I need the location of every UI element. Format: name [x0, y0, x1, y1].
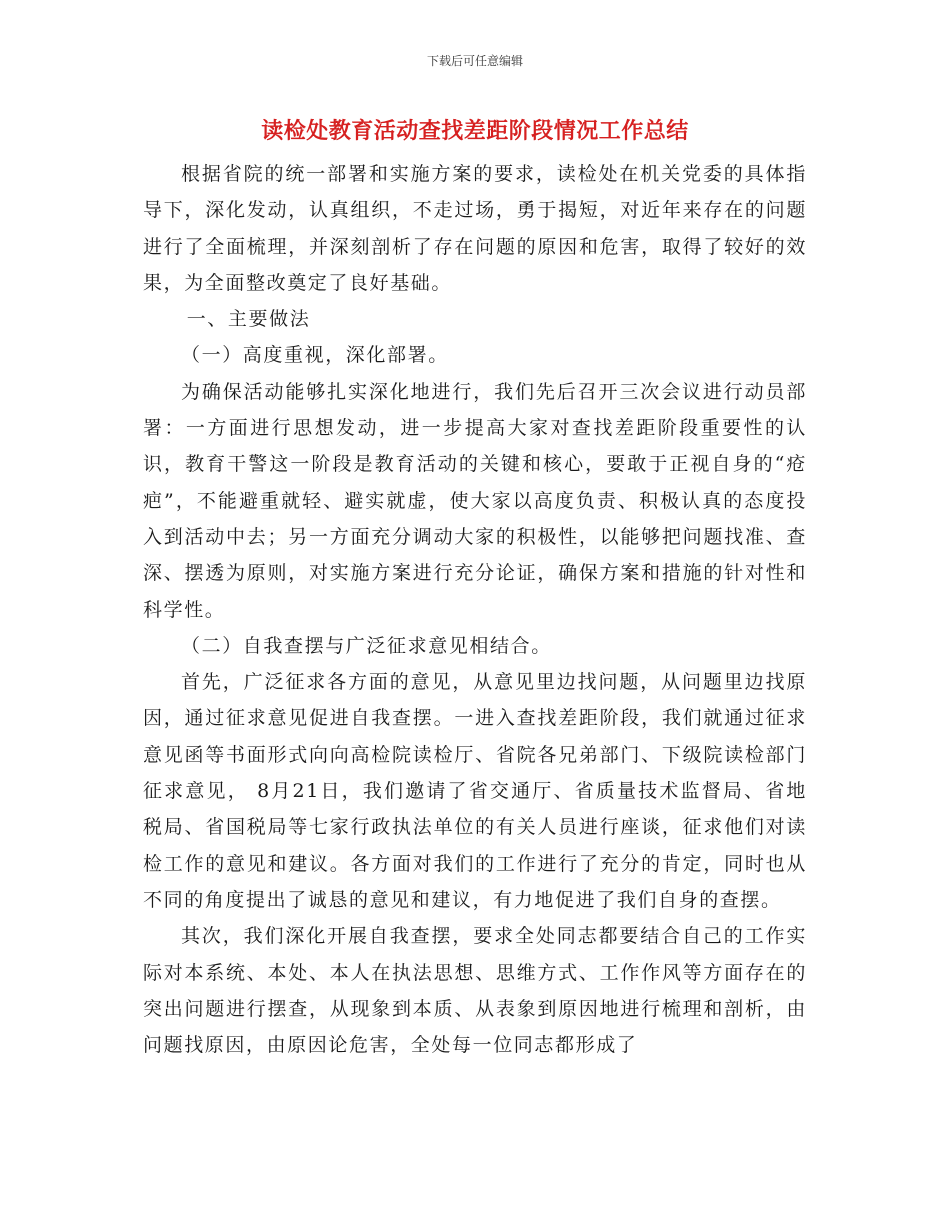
- section-heading: 一、主要做法: [186, 308, 311, 331]
- document-title: 读检处教育活动查找差距阶段情况工作总结: [261, 119, 689, 144]
- paragraph: 其次，我们深化开展自我查摆，要求全处同志都要结合自己的工作实际对本系统、本处、本人在执法思想、思维方式、工作作风等方面存在的突出问题进行摆查，从现象到本质、从表象到原因地进行梳理和剖析，由问题找原因，由原因论危害，全处每一位同志都形成了: [143, 925, 807, 1057]
- paragraph: 为确保活动能够扎实深化地进行，我们先后召开三次会议进行动员部署：一方面进行思想发动，进一步提高大家对查找差距阶段重要性的认识，教育干警这一阶段是教育活动的关键和核心，要敢于正视自身的“疮疤”，不能避重就轻、避实就虚，使大家以高度负责、积极认真的态度投入到活动中去；另一方面充分调动大家的积极性，以能够把问题找准、查深、摆透为原则，对实施方案进行充分论证，确保方案和措施的针对性和科学性。: [143, 380, 807, 621]
- paragraph: 首先，广泛征求各方面的意见，从意见里边找问题，从问题里边找原因，通过征求意见促进自我查摆。一进入查找差距阶段，我们就通过征求意见函等书面形式向向高检院读检厅、省院各兄弟部门、下级院读检部门征求意见， 8月21日，我们邀请了省交通厅、省质量技术监督局、省地税局、省国税局等七家行政执法单位的有关人员进行座谈，征求他们对读检工作的意见和建议。各方面对我们的工作进行了充分的肯定，同时也从不同的角度提出了诚恳的意见和建议，有力地促进了我们自身的查摆。: [143, 671, 807, 911]
- header-note: 下载后可任意编辑: [426, 54, 523, 68]
- subsection-heading: （一）高度重视，深化部署。: [181, 344, 449, 367]
- subsection-heading: （二）自我查摆与广泛征求意见相结合。: [181, 634, 552, 657]
- paragraph-intro: 根据省院的统一部署和实施方案的要求，读检处在机关党委的具体指导下，深化发动，认真组织，不走过场，勇于揭短，对近年来存在的问题进行了全面梳理，并深刻剖析了存在问题的原因和危害，取得了较好的效果，为全面整改奠定了良好基础。: [143, 163, 807, 294]
- document-body: [143, 156, 807, 1063]
